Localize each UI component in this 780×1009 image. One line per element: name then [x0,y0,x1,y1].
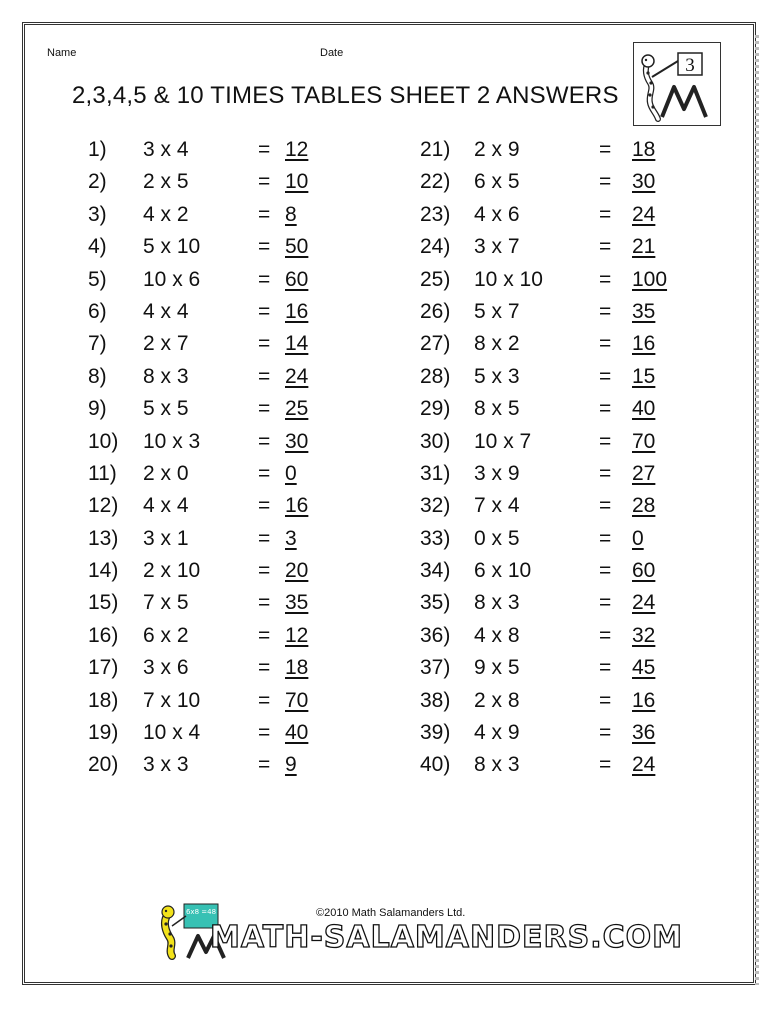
equals-sign: = [599,753,612,777]
answer-value: 12 [285,138,309,161]
question-expression: 5 x 7 [474,299,520,323]
equals-sign: = [258,235,271,259]
answer-value: 50 [285,235,309,259]
question-row [88,361,388,393]
answer-value: 30 [632,170,656,194]
question-number: 19) [88,721,119,745]
question-expression: 3 x 9 [474,461,520,485]
question-row [88,134,388,166]
answer-value: 12 [285,623,309,647]
answer-value: 35 [632,299,656,323]
question-row [88,685,388,717]
question-number: 40) [420,753,451,777]
equals-sign: = [599,721,612,745]
equals-sign: = [599,494,612,518]
equals-sign: = [599,526,612,550]
question-expression: 4 x 6 [474,202,520,226]
question-expression: 2 x 10 [143,559,201,583]
equals-sign: = [258,170,271,194]
question-number: 23) [420,202,451,226]
question-row [88,393,388,425]
question-row [420,749,720,781]
question-row [88,166,388,198]
answer-value: 60 [285,267,309,291]
equals-sign: = [599,461,612,485]
question-expression: 4 x 8 [474,623,520,647]
question-number: 8) [88,364,107,388]
question-number: 14) [88,559,119,583]
question-expression: 8 x 3 [474,591,520,615]
equals-sign: = [599,591,612,615]
question-expression: 5 x 10 [143,235,201,259]
answer-value: 16 [632,688,656,712]
logo-digit: 3 [685,55,695,76]
question-row [420,393,720,425]
question-number: 6) [88,299,107,323]
question-row [88,523,388,555]
question-expression: 10 x 3 [143,429,201,453]
question-number: 26) [420,299,451,323]
equals-sign: = [599,235,612,259]
answer-value: 70 [632,429,656,453]
equals-sign: = [599,364,612,388]
question-row [420,166,720,198]
answer-value: 3 [285,526,297,550]
equals-sign: = [599,267,612,291]
question-expression: 9 x 5 [474,656,520,680]
question-expression: 5 x 5 [143,397,189,421]
answer-value: 16 [632,332,656,356]
question-row [88,555,388,587]
equals-sign: = [599,397,612,421]
equals-sign: = [258,656,271,680]
question-expression: 4 x 9 [474,721,520,745]
question-expression: 4 x 4 [143,494,189,518]
question-row [420,361,720,393]
question-number: 25) [420,267,451,291]
answer-value: 45 [632,656,656,680]
question-number: 3) [88,202,107,226]
question-row [88,199,388,231]
question-number: 18) [88,688,119,712]
question-expression: 6 x 5 [474,170,520,194]
question-row [420,620,720,652]
question-number: 2) [88,170,107,194]
question-row [88,328,388,360]
question-expression: 4 x 4 [143,299,189,323]
answer-value: 24 [632,591,656,615]
answer-value: 20 [285,559,309,583]
equals-sign: = [258,429,271,453]
question-number: 24) [420,235,451,259]
question-expression: 10 x 10 [474,267,543,291]
answer-value: 100 [632,267,668,291]
question-number: 20) [88,753,119,777]
question-row [420,328,720,360]
equals-sign: = [599,623,612,647]
answer-value: 16 [285,299,309,323]
question-expression: 0 x 5 [474,526,520,550]
equals-sign: = [258,623,271,647]
question-expression: 2 x 7 [143,332,189,356]
question-number: 31) [420,461,451,485]
question-number: 38) [420,688,451,712]
question-expression: 6 x 10 [474,559,532,583]
question-row [88,426,388,458]
question-expression: 4 x 2 [143,202,189,226]
question-row [88,264,388,296]
question-row [420,490,720,522]
answer-value: 28 [632,494,656,518]
question-number: 9) [88,397,107,421]
question-expression: 3 x 1 [143,526,189,550]
answer-value: 10 [285,170,309,194]
question-expression: 2 x 5 [143,170,189,194]
answer-value: 9 [285,753,297,777]
question-expression: 10 x 4 [143,721,201,745]
questions-left-column [88,134,388,782]
page-title: 2,3,4,5 & 10 TIMES TABLES SHEET 2 ANSWERS [72,82,619,109]
question-number: 28) [420,364,451,388]
equals-sign: = [258,397,271,421]
equals-sign: = [258,267,271,291]
equals-sign: = [258,753,271,777]
answer-value: 70 [285,688,309,712]
question-expression: 8 x 2 [474,332,520,356]
question-number: 34) [420,559,451,583]
mascot-board-text: 6x8 =48 [185,908,217,916]
question-expression: 7 x 10 [143,688,201,712]
questions-right-column [420,134,720,782]
answer-value: 40 [285,721,309,745]
question-row [420,296,720,328]
question-number: 16) [88,623,119,647]
question-expression: 8 x 3 [474,753,520,777]
question-expression: 7 x 4 [474,494,520,518]
answer-value: 8 [285,202,297,226]
question-number: 39) [420,721,451,745]
question-row [420,264,720,296]
question-number: 13) [88,526,119,550]
answer-value: 18 [632,138,656,161]
question-number: 15) [88,591,119,615]
equals-sign: = [599,429,612,453]
question-number: 5) [88,267,107,291]
question-expression: 10 x 6 [143,267,201,291]
logo-box [633,42,721,126]
question-expression: 3 x 6 [143,656,189,680]
equals-sign: = [258,299,271,323]
answer-value: 30 [285,429,309,453]
question-expression: 8 x 3 [143,364,189,388]
answer-value: 24 [632,202,656,226]
question-row [420,555,720,587]
answer-value: 18 [285,656,309,680]
question-expression: 3 x 4 [143,138,189,161]
question-row [88,620,388,652]
question-number: 11) [88,461,117,485]
question-expression: 7 x 5 [143,591,189,615]
question-row [420,523,720,555]
question-expression: 3 x 7 [474,235,520,259]
answer-value: 32 [632,623,656,647]
question-number: 4) [88,235,107,259]
equals-sign: = [258,461,271,485]
question-row [420,685,720,717]
question-number: 17) [88,656,119,680]
answer-value: 16 [285,494,309,518]
question-row [420,717,720,749]
question-row [88,458,388,490]
question-number: 1) [88,138,107,161]
answer-value: 60 [632,559,656,583]
answer-value: 40 [632,397,656,421]
question-expression: 2 x 0 [143,461,189,485]
answer-value: 15 [632,364,656,388]
equals-sign: = [599,170,612,194]
equals-sign: = [258,526,271,550]
equals-sign: = [258,559,271,583]
equals-sign: = [258,364,271,388]
equals-sign: = [599,138,612,161]
question-number: 21) [420,138,451,161]
answer-value: 21 [632,235,656,259]
name-label: Name [47,47,77,59]
equals-sign: = [258,494,271,518]
equals-sign: = [258,202,271,226]
equals-sign: = [258,332,271,356]
question-expression: 3 x 3 [143,753,189,777]
question-row [88,231,388,263]
question-row [420,199,720,231]
answer-value: 0 [632,526,644,550]
question-number: 27) [420,332,451,356]
question-expression: 8 x 5 [474,397,520,421]
equals-sign: = [599,688,612,712]
equals-sign: = [258,138,271,161]
question-number: 10) [88,429,119,453]
question-row [88,717,388,749]
question-row [420,587,720,619]
answer-value: 27 [632,461,656,485]
question-row [88,296,388,328]
question-expression: 2 x 9 [474,138,520,161]
question-row [420,652,720,684]
question-row [88,587,388,619]
question-row [420,458,720,490]
answer-value: 25 [285,397,309,421]
equals-sign: = [599,656,612,680]
copyright-text: ©2010 Math Salamanders Ltd. [316,907,466,919]
equals-sign: = [258,721,271,745]
answer-value: 14 [285,332,309,356]
question-number: 32) [420,494,451,518]
answer-value: 24 [632,753,656,777]
equals-sign: = [599,332,612,356]
equals-sign: = [599,299,612,323]
salamander-logo-icon [634,43,720,125]
question-expression: 10 x 7 [474,429,532,453]
equals-sign: = [258,591,271,615]
question-number: 22) [420,170,451,194]
question-row [88,490,388,522]
question-number: 36) [420,623,451,647]
question-row [420,426,720,458]
question-number: 33) [420,526,451,550]
question-row [88,652,388,684]
question-expression: 5 x 3 [474,364,520,388]
date-label: Date [320,47,344,59]
answer-value: 24 [285,364,309,388]
answer-value: 36 [632,721,656,745]
brand-wordmark: MATH-SALAMANDERS.COM [210,920,683,955]
equals-sign: = [599,559,612,583]
question-row [420,134,720,166]
question-row [88,749,388,781]
question-number: 7) [88,332,107,356]
question-number: 12) [88,494,119,518]
equals-sign: = [258,688,271,712]
question-number: 30) [420,429,451,453]
question-expression: 6 x 2 [143,623,189,647]
question-number: 37) [420,656,451,680]
question-row [420,231,720,263]
question-expression: 2 x 8 [474,688,520,712]
answer-value: 0 [285,461,297,485]
answer-value: 35 [285,591,309,615]
question-number: 29) [420,397,451,421]
question-number: 35) [420,591,451,615]
equals-sign: = [599,202,612,226]
